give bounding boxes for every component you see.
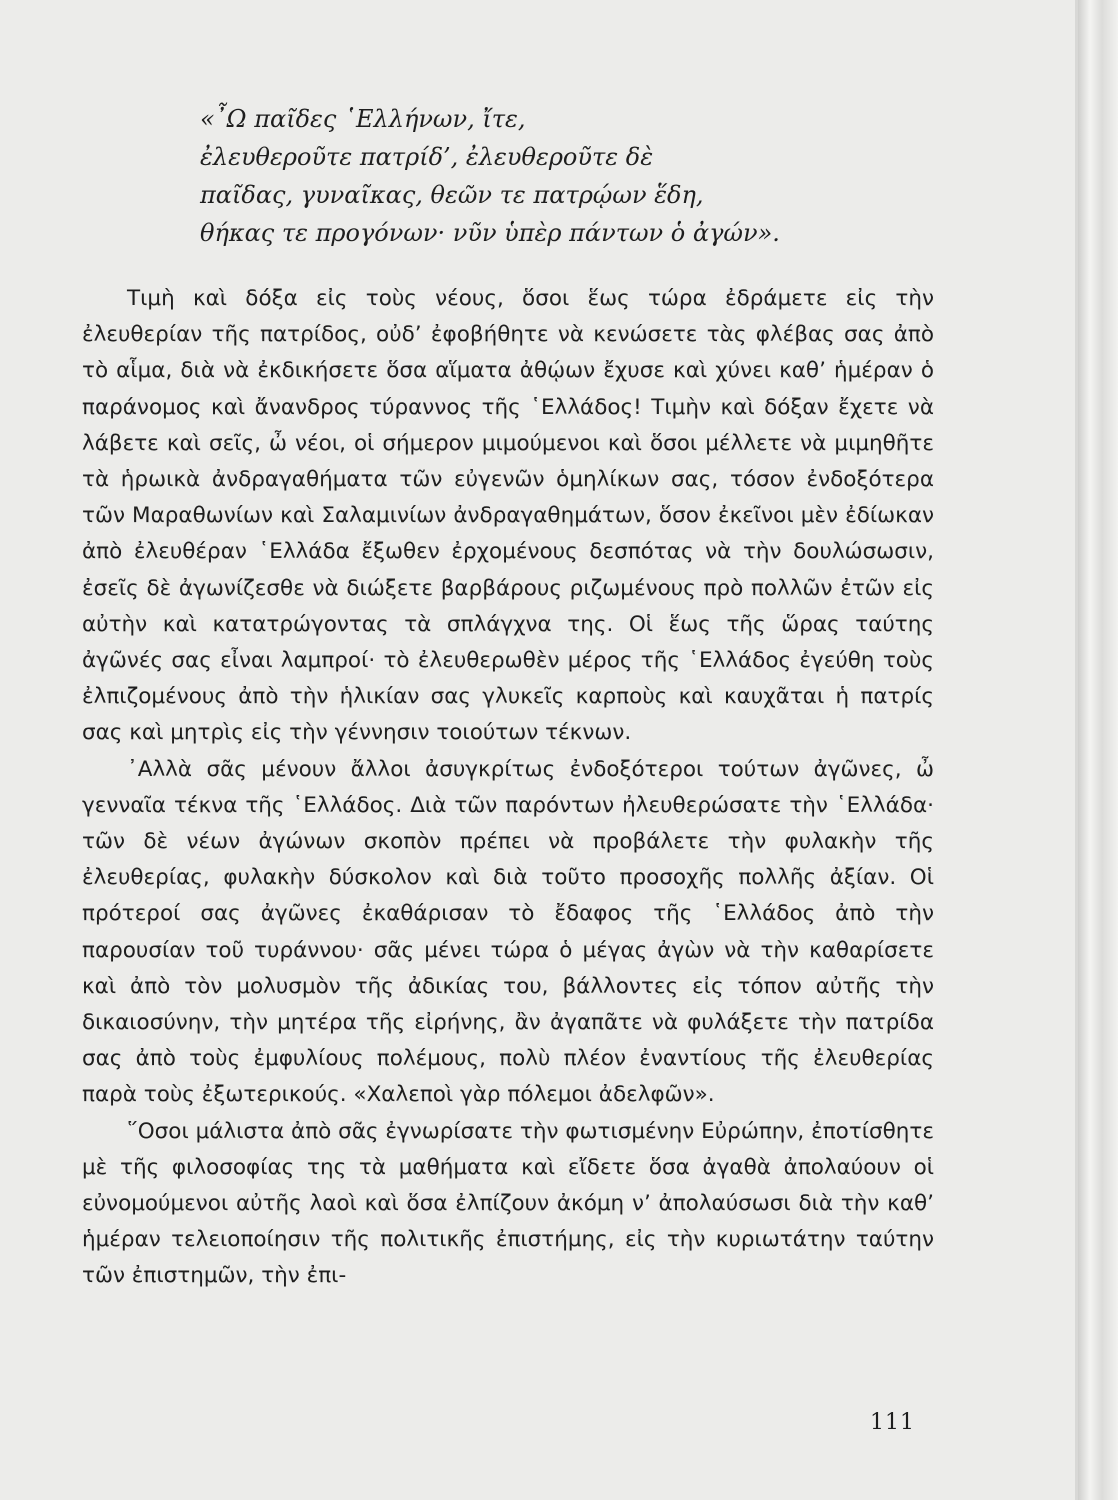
verse-quotation: [200, 100, 900, 252]
verse-line: θήκας τε προγόνων· νῦν ὑπὲρ πάντων ὁ ἀγών».: [200, 219, 780, 247]
verse-line: παῖδας, γυναῖκας, θεῶν τε πατρῴων ἕδη,: [200, 181, 704, 209]
page-stack-edge: [1078, 0, 1118, 1500]
paragraph: Τιμὴ καὶ δόξα εἰς τοὺς νέους, ὅσοι ἕως τώρα ἐδράμετε εἰς τὴν ἐλευθερίαν τῆς πατρίδος, οὐδ’ ἐφοβήθητε νὰ κενώσετε τὰς φλέβας σας ἀπὸ τὸ αἷμα, διὰ νὰ ἐκδικήσετε ὅσα αἵματα ἀθῴων ἔχυσε καὶ χύνει καθ’ ἡμέραν ὁ παράνομος καὶ ἄνανδρος τύραννος τῆς ῾Ελλάδος! Τιμὴν καὶ δόξαν ἔχετε νὰ λάβετε καὶ σεῖς, ὦ νέοι, οἱ σήμερον μιμούμενοι καὶ ὅσοι μέλλετε νὰ μιμηθῆτε τὰ ἡρωικὰ ἀνδραγαθήματα τῶν εὐγενῶν ὁμηλίκων σας, τόσον ἐνδοξότερα τῶν Μαραθωνίων καὶ Σαλαμινίων ἀνδραγαθημάτων, ὅσον ἐκεῖνοι μὲν ἐδίωκαν ἀπὸ ἐλευθέραν ῾Ελλάδα ἔξωθεν ἐρχομένους δεσπότας νὰ τὴν δουλώσωσιν, ἐσεῖς δὲ ἀγωνίζεσθε νὰ διώξετε βαρβάρους ριζωμένους πρὸ πολλῶν ἐτῶν εἰς αὐτὴν καὶ κατατρώγοντας τὰ σπλάγχνα της. Οἱ ἕως τῆς ὥρας ταύτης ἀγῶνές σας εἶναι λαμπροί· τὸ ἐλευθερωθὲν μέρος τῆς ῾Ελλάδος ἐγεύθη τοὺς ἐλπιζομένους ἀπὸ τὴν ἡλικίαν σας γλυκεῖς καρποὺς καὶ καυχᾶται ἡ πατρίς σας καὶ μητρὶς εἰς τὴν γέννησιν τοιούτων τέκνων.: [82, 286, 934, 746]
verse-line: «῏Ω παῖδες ῾Ελλήνων, ἴτε,: [200, 105, 526, 133]
page-number: 111: [870, 1410, 915, 1435]
verse-line: ἐλευθεροῦτε πατρίδ’, ἐλευθεροῦτε δὲ: [200, 143, 654, 171]
body-text: [82, 281, 934, 1295]
paragraph: ᾿Αλλὰ σᾶς μένουν ἄλλοι ἀσυγκρίτως ἐνδοξότεροι τούτων ἀγῶνες, ὦ γενναῖα τέκνα τῆς ῾Ελλάδος. Διὰ τῶν παρόντων ἠλευθερώσατε τὴν ῾Ελλάδα· τῶν δὲ νέων ἀγώνων σκοπὸν πρέπει νὰ προβάλετε τὴν φυλακὴν τῆς ἐλευθερίας, φυλακὴν δύσκολον καὶ διὰ τοῦτο προσοχῆς πολλῆς ἀξίαν. Οἱ πρότεροί σας ἀγῶνες ἐκαθάρισαν τὸ ἔδαφος τῆς ῾Ελλάδος ἀπὸ τὴν παρουσίαν τοῦ τυράννου· σᾶς μένει τώρα ὁ μέγας ἀγὼν νὰ τὴν καθαρίσετε καὶ ἀπὸ τὸν μολυσμὸν τῆς ἀδικίας του, βάλλοντες εἰς τόπον αὐτῆς τὴν δικαιοσύνην, τὴν μητέρα τῆς εἰρήνης, ἂν ἀγαπᾶτε νὰ φυλάξετε τὴν πατρίδα σας ἀπὸ τοὺς ἐμφυλίους πολέμους, πολὺ πλέον ἐναντίους τῆς ἐλευθερίας παρὰ τοὺς ἐξωτερικούς. «Χαλεποὶ γὰρ πόλεμοι ἀδελφῶν».: [82, 756, 934, 1108]
paragraph: ῞Οσοι μάλιστα ἀπὸ σᾶς ἐγνωρίσατε τὴν φωτισμένην Εὐρώπην, ἐποτίσθητε μὲ τῆς φιλοσοφίας της τὰ μαθήματα καὶ εἴδετε ὅσα ἀγαθὰ ἀπολαύουν οἱ εὐνομούμενοι αὐτῆς λαοὶ καὶ ὅσα ἐλπίζουν ἀκόμη ν’ ἀπολαύσωσι διὰ τὴν καθ’ ἡμέραν τελειοποίησιν τῆς πολιτικῆς ἐπιστήμης, εἰς τὴν κυριωτάτην ταύτην τῶν ἐπιστημῶν, τὴν ἐπι-: [82, 1118, 934, 1289]
